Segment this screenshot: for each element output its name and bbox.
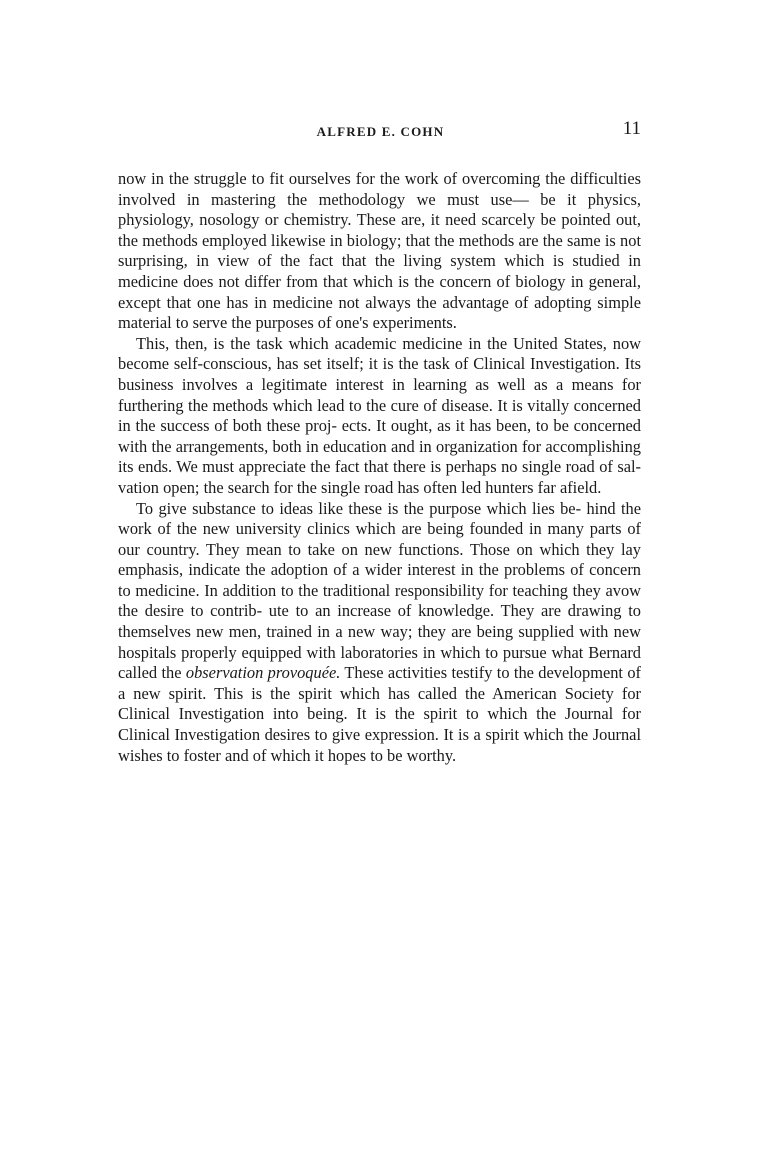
paragraph-1: now in the struggle to fit ourselves for the work of overcoming the difficulties involved in mastering the methodology we must use— be it physics, physiology, nosology or chemistry. These are, it need scarcely be pointed out, the methods employed likewise in biology; that the methods are the same is not surprising, in view of the fact that the living system which is studied in medicine does not differ from that which is the concern of biology in general, except that one has in medicine not always the advantage of adopting simple material to serve the purposes of one's experiments. [118, 169, 641, 333]
page-number: 11 [622, 118, 641, 139]
page-header [118, 118, 643, 144]
paragraph-3 [118, 499, 641, 767]
paragraph-2: This, then, is the task which academic medicine in the United States, now become self-conscious, has set itself; it is the task of Clinical Investigation. Its business involves a legitimate interest in learning as well as a means for furthering the methods which lead to the cure of disease. It is vitally concerned in the success of both these proj- ects. It ought, as it has been, to be concerned with the arrangements, both in education and in organization for accomplishing its ends. We must appreciate the fact that there is perhaps no single road of sal- vation open; the search for the single road has often led hunters far afield. [118, 333, 641, 497]
paragraph-3-text-before: To give substance to ideas like these is the purpose which lies be- hind the work of the new university clinics which are being founded in many parts of our country. They mean to take on new functions. Those on which they lay emphasis, indicate the adoption of a wider interest in the problems of concern to medicine. In addition to the traditional responsibility for teaching they avow the desire to contrib- ute to an increase of knowledge. They are drawing to themselves new men, trained in a new way; they are being supplied with new hospitals properly equipped with laboratories in which to pursue what Bernard called the [118, 498, 641, 683]
running-head: ALFRED E. COHN [316, 124, 445, 139]
italic-phrase: observation provoquée. [185, 663, 341, 683]
body-text [118, 169, 641, 766]
paragraph-3-text-after: These activities testify to the development of a new spirit. This is the spirit which has called the American Society for Clinical Investigation into being. It is the spirit to which the Journal for Clinical Investigation desires to give expression. It is a spirit which the Journal wishes to foster and of which it hopes to be worthy. [118, 663, 641, 765]
